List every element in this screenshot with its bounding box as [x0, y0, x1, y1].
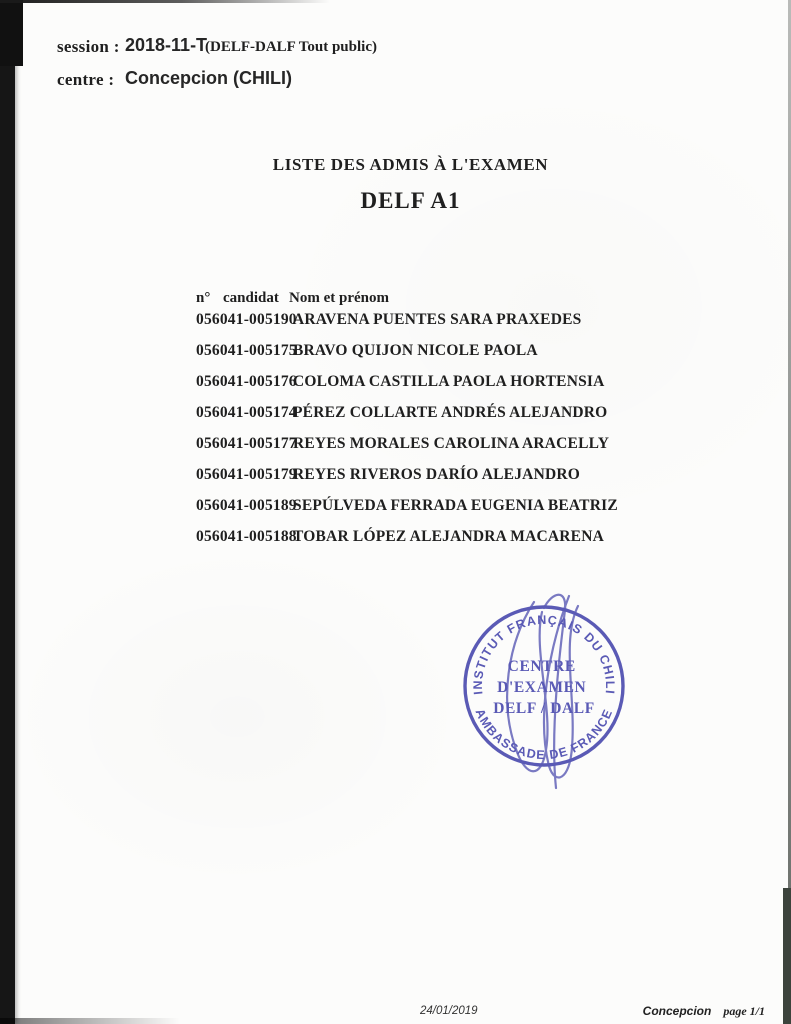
footer-date: 24/01/2019: [420, 1005, 478, 1017]
candidate-name: ARAVENA PUENTES SARA PRAXEDES: [293, 311, 582, 328]
scan-top-dark-strip: [0, 0, 330, 3]
table-row: [196, 435, 756, 453]
candidate-number: 056041-005174: [196, 404, 297, 421]
table-row: [196, 311, 756, 329]
footer-centre-name: Concepcion: [642, 1004, 712, 1018]
candidate-number: 056041-005177: [196, 435, 297, 452]
centre-label: centre :: [57, 70, 115, 89]
table-row: [196, 404, 756, 422]
table-row: [196, 466, 756, 484]
footer-page-number: page 1/1: [723, 1004, 765, 1018]
table-row: [196, 528, 756, 546]
column-header-no: n°: [196, 290, 211, 306]
candidate-name: PÉREZ COLLARTE ANDRÉS ALEJANDRO: [293, 404, 608, 421]
stamp-graphic: [438, 580, 656, 798]
session-value: 2018-11-T: [125, 35, 208, 55]
table-row: [196, 497, 756, 515]
title-liste-des-admis: LISTE DES ADMIS À L'EXAMEN: [272, 155, 549, 174]
centre-value: Concepcion (CHILI): [125, 68, 292, 88]
title-exam-level: DELF A1: [360, 188, 461, 213]
scan-bottom-shadow: [0, 1018, 180, 1024]
footer-right: [643, 1004, 765, 1019]
candidate-number: 056041-005176: [196, 373, 297, 390]
candidate-number: 056041-005190: [196, 311, 297, 328]
table-row: [196, 373, 756, 391]
session-note: (DELF-DALF Tout public): [205, 39, 377, 55]
candidate-name: SEPÚLVEDA FERRADA EUGENIA BEATRIZ: [293, 497, 618, 514]
stamp-arc-top-text: INSTITUT FRANÇAIS DU CHILI: [470, 612, 618, 696]
table-row: [196, 342, 756, 360]
scan-left-black-band: [0, 0, 15, 1024]
scan-bottomright-dark-band: [783, 888, 791, 1024]
scan-topleft-black-corner: [0, 0, 23, 66]
candidate-number: 056041-005189: [196, 497, 297, 514]
session-label: session :: [57, 37, 120, 56]
stamp-arc-bottom-text: AMBASSADE DE FRANCE: [472, 706, 616, 763]
official-stamp: [438, 580, 656, 798]
column-header-name: Nom et prénom: [289, 290, 389, 306]
candidate-number: 056041-005175: [196, 342, 297, 359]
column-header-candidat: candidat: [223, 290, 279, 306]
candidate-name: REYES RIVEROS DARÍO ALEJANDRO: [293, 466, 581, 483]
candidate-name: BRAVO QUIJON NICOLE PAOLA: [293, 342, 538, 359]
candidate-number: 056041-005188: [196, 528, 297, 545]
candidate-name: COLOMA CASTILLA PAOLA HORTENSIA: [293, 373, 605, 390]
stamp-center-text: CENTRE D'EXAMEN DELF / DALF: [493, 658, 595, 717]
candidate-name: TOBAR LÓPEZ ALEJANDRA MACARENA: [293, 528, 605, 545]
candidate-name: REYES MORALES CAROLINA ARACELLY: [293, 435, 610, 452]
candidate-number: 056041-005179: [196, 466, 297, 483]
